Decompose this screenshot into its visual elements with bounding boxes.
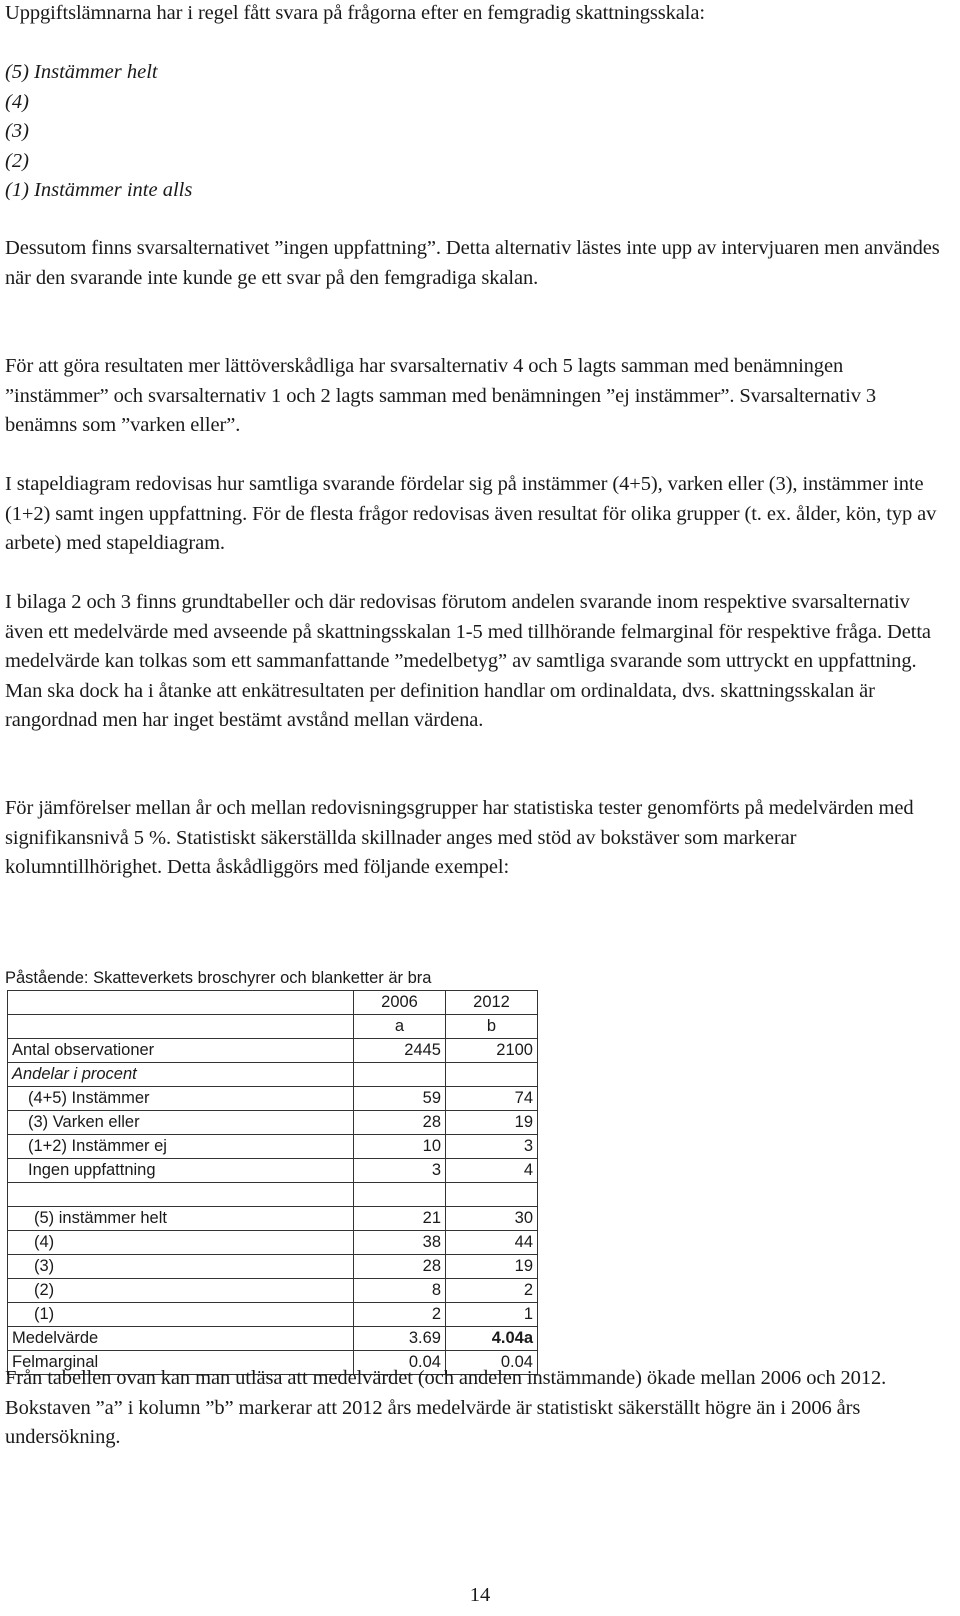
table-row bbox=[8, 1207, 538, 1231]
table-header-letter-row bbox=[8, 1015, 538, 1039]
row-label: (4+5) Instämmer bbox=[8, 1087, 354, 1111]
paragraph-stapeldiagram: I stapeldiagram redovisas hur samtliga svarande fördelar sig på instämmer (4+5), varken eller (3), instämmer inte (1+2) samt ingen uppfattning. För de flesta frågor redovisas även resultat för olika grupper (t. ex. ålder, kön, typ av arbete) med stapeldiagram. bbox=[5, 473, 937, 554]
table-caption: Påstående: Skatteverkets broschyrer och blanketter är bra bbox=[5, 969, 432, 987]
cell-value: 38 bbox=[354, 1231, 446, 1255]
cell-value: 19 bbox=[446, 1111, 538, 1135]
table-row bbox=[8, 1135, 538, 1159]
rating-scale-list bbox=[5, 58, 192, 206]
intro-paragraph: Uppgiftslämnarna har i regel fått svara på frågorna efter en femgradig skattningsskala: bbox=[5, 2, 705, 24]
paragraph-ingen-uppfattning: Dessutom finns svarsalternativet ”ingen uppfattning”. Detta alternativ lästes inte upp av intervjuaren men användes när den svarande inte kunde ge ett svar på den femgradiga skalan. bbox=[5, 237, 940, 289]
cell-value: 44 bbox=[446, 1231, 538, 1255]
row-label: (5) instämmer helt bbox=[8, 1207, 354, 1231]
row-label: (1+2) Instämmer ej bbox=[8, 1135, 354, 1159]
row-label: (3) Varken eller bbox=[8, 1111, 354, 1135]
table-row bbox=[8, 1231, 538, 1255]
cell-value: 74 bbox=[446, 1087, 538, 1111]
row-label: Medelvärde bbox=[8, 1327, 354, 1351]
cell-value: 0.04 bbox=[446, 1351, 538, 1375]
table-row bbox=[8, 1063, 538, 1087]
cell-value: 2 bbox=[354, 1303, 446, 1327]
table-row bbox=[8, 1087, 538, 1111]
row-label: (4) bbox=[8, 1231, 354, 1255]
row-label: (3) bbox=[8, 1255, 354, 1279]
cell-value: 2100 bbox=[446, 1039, 538, 1063]
paragraph-bilaga: I bilaga 2 och 3 finns grundtabeller och där redovisas förutom andelen svarande inom respektive svarsalternativ även ett medelvärde med avseende på skattningsskalan 1-5 med tillhörande felmarginal för respektive fråga. Detta medelvärde kan tolkas som ett sammanfattande ”medelbetyg” av samtliga svarande som uttryckt en uppfattning. Man ska dock ha i åtanke att enkätresultaten per definition handlar om ordinaldata, dvs. skattningsskalan är rangordnad men har inget bestämt avstånd mellan värdena. bbox=[5, 591, 931, 731]
cell-value: 3 bbox=[446, 1135, 538, 1159]
column-letter-a: a bbox=[354, 1015, 446, 1039]
cell-value: 2445 bbox=[354, 1039, 446, 1063]
cell-value: 0.04 bbox=[354, 1351, 446, 1375]
page-number: 14 bbox=[469, 1584, 491, 1606]
table-header-year-row bbox=[8, 991, 538, 1015]
table-row-spacer bbox=[8, 1183, 538, 1207]
row-label: (2) bbox=[8, 1279, 354, 1303]
paragraph-jamforelser: För jämförelser mellan år och mellan redovisningsgrupper har statistiska tester genomförts på medelvärden med signifikansnivå 5 %. Statistiskt säkerställda skillnader anges med stöd av bokstäver som markerar kolumntillhörighet. Detta åskådliggörs med följande exempel: bbox=[5, 797, 914, 878]
row-label: Antal observationer bbox=[8, 1039, 354, 1063]
cell-value: 3 bbox=[354, 1159, 446, 1183]
cell-value: 1 bbox=[446, 1303, 538, 1327]
conclusion-paragraph: Från tabellen ovan kan man utläsa att medelvärdet (och andelen instämmande) ökade mellan 2006 och 2012. Bokstaven ”a” i kolumn ”b” markerar att 2012 års medelvärde är statistiskt säkerställt högre än i 2006 års undersökning. bbox=[5, 1367, 887, 1448]
column-header-2012: 2012 bbox=[446, 991, 538, 1015]
scale-item-1: (1) Instämmer inte alls bbox=[5, 179, 193, 201]
table-row-mean bbox=[8, 1327, 538, 1351]
row-label: Felmarginal bbox=[8, 1351, 354, 1375]
cell-value: 30 bbox=[446, 1207, 538, 1231]
cell-value: 19 bbox=[446, 1255, 538, 1279]
table-row bbox=[8, 1279, 538, 1303]
table-row bbox=[8, 1255, 538, 1279]
table-row bbox=[8, 1159, 538, 1183]
cell-value: 8 bbox=[354, 1279, 446, 1303]
paragraph-sammanslagning: För att göra resultaten mer lättöverskådliga har svarsalternativ 4 och 5 lagts samman med benämningen ”instämmer” och svarsalternativ 1 och 2 lagts samman med benämningen ”ej instämmer”. Svarsalternativ 3 benämns som ”varken eller”. bbox=[5, 355, 877, 436]
row-label: (1) bbox=[8, 1303, 354, 1327]
column-letter-b: b bbox=[446, 1015, 538, 1039]
cell-value: 3.69 bbox=[354, 1327, 446, 1351]
scale-item-4: (4) bbox=[5, 90, 29, 113]
column-header-2006: 2006 bbox=[354, 991, 446, 1015]
table-row bbox=[8, 1039, 538, 1063]
cell-value: 59 bbox=[354, 1087, 446, 1111]
table-row bbox=[8, 1303, 538, 1327]
statistics-table bbox=[7, 990, 538, 1375]
cell-value: 21 bbox=[354, 1207, 446, 1231]
section-heading: Andelar i procent bbox=[8, 1063, 354, 1087]
cell-value: 2 bbox=[446, 1279, 538, 1303]
cell-value-significant: 4.04a bbox=[446, 1327, 538, 1351]
table-row bbox=[8, 1111, 538, 1135]
scale-item-2: (2) bbox=[5, 149, 29, 172]
scale-item-5: (5) Instämmer helt bbox=[5, 61, 158, 83]
cell-value: 10 bbox=[354, 1135, 446, 1159]
cell-value: 4 bbox=[446, 1159, 538, 1183]
table-header-empty bbox=[8, 991, 354, 1015]
cell-value: 28 bbox=[354, 1255, 446, 1279]
cell-value: 28 bbox=[354, 1111, 446, 1135]
scale-item-3: (3) bbox=[5, 120, 29, 142]
row-label: Ingen uppfattning bbox=[8, 1159, 354, 1183]
